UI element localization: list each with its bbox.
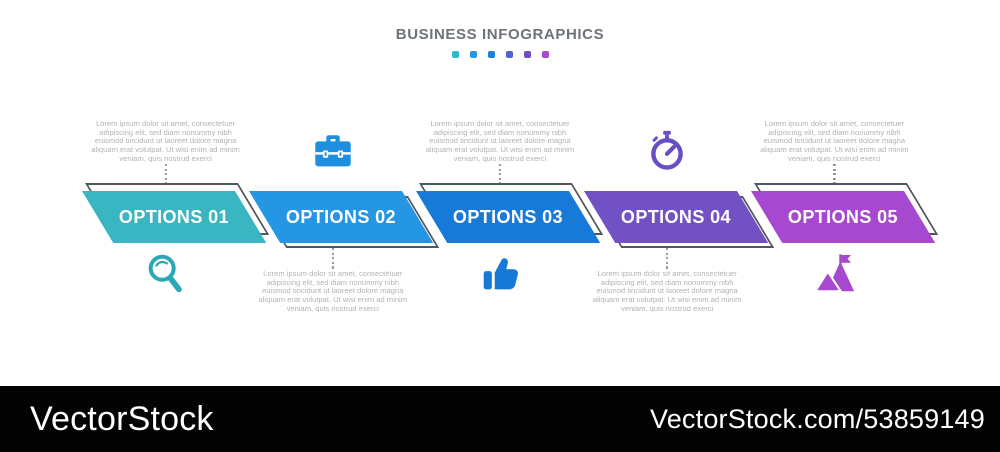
page-title: BUSINESS INFOGRAPHICS	[395, 26, 605, 43]
option-05	[751, 0, 918, 386]
dotted-connector	[666, 248, 668, 269]
banner-04-fill	[584, 191, 768, 243]
search-icon	[143, 251, 189, 297]
banner-03-fill	[416, 191, 600, 243]
briefcase-icon	[310, 128, 356, 174]
option-01	[82, 0, 249, 386]
option-04	[584, 0, 751, 386]
option-03-description: Lorem ipsum dolor sit amet, consectetuer adipiscing elit, sed diam nonummy nibh euismod tincidunt ut laoreet dolore magna aliquam erat volutpat. Ut wisi enim ad minim veniam, quis nostrud exerci	[425, 119, 575, 163]
banner-02-label: OPTIONS 02	[286, 206, 397, 227]
watermark-bar	[0, 386, 1000, 452]
option-01-description: Lorem ipsum dolor sit amet, consectetuer adipiscing elit, sed diam nonummy nibh euismod tincidunt ut laoreet dolore magna aliquam erat volutpat. Ut wisi enim ad minim veniam, quis nostrud exerci	[91, 119, 240, 163]
option-02	[249, 0, 416, 386]
banner-03	[416, 191, 569, 243]
dotted-connector	[165, 164, 167, 185]
banner-01-fill	[82, 191, 266, 243]
dotted-connector	[332, 248, 334, 269]
banner-02	[249, 191, 402, 243]
dotted-connector	[499, 164, 501, 185]
dotted-connector	[833, 164, 835, 185]
banner-04	[584, 191, 737, 243]
options-row	[82, 0, 918, 386]
vectorstock-logo-text: VectorStock	[30, 399, 214, 438]
banner-03-label: OPTIONS 03	[453, 206, 564, 227]
banner-01-label: OPTIONS 01	[119, 206, 230, 227]
banner-05	[751, 191, 904, 243]
banner-01	[82, 191, 235, 243]
banner-04-label: OPTIONS 04	[620, 206, 731, 227]
thumbs-up-icon	[477, 251, 523, 297]
vectorstock-url-text: VectorStock.com/53859149	[649, 403, 985, 434]
mountain-flag-icon	[811, 251, 857, 297]
stopwatch-icon	[644, 128, 690, 174]
option-03	[416, 0, 583, 386]
banner-05-label: OPTIONS 05	[787, 206, 898, 227]
banner-02-fill	[249, 191, 433, 243]
option-04-description: Lorem ipsum dolor sit amet, consectetuer adipiscing elit, sed diam nonummy nibh euismod tincidunt ut laoreet dolore magna aliquam erat volutpat. Ut wisi enim ad minim veniam, quis nostrud exerci	[592, 269, 742, 313]
option-05-description: Lorem ipsum dolor sit amet, consectetuer adipiscing elit, sed diam nonummy nibh euismod tincidunt ut laoreet dolore magna aliquam erat volutpat. Ut wisi enim ad minim veniam, quis nostrud exerci	[760, 119, 909, 163]
option-02-description: Lorem ipsum dolor sit amet, consectetuer adipiscing elit, sed diam nonummy nibh euismod tincidunt ut laoreet dolore magna aliquam erat volutpat. Ut wisi enim ad minim veniam, quis nostrud exerci	[258, 269, 408, 313]
banner-05-fill	[751, 191, 935, 243]
